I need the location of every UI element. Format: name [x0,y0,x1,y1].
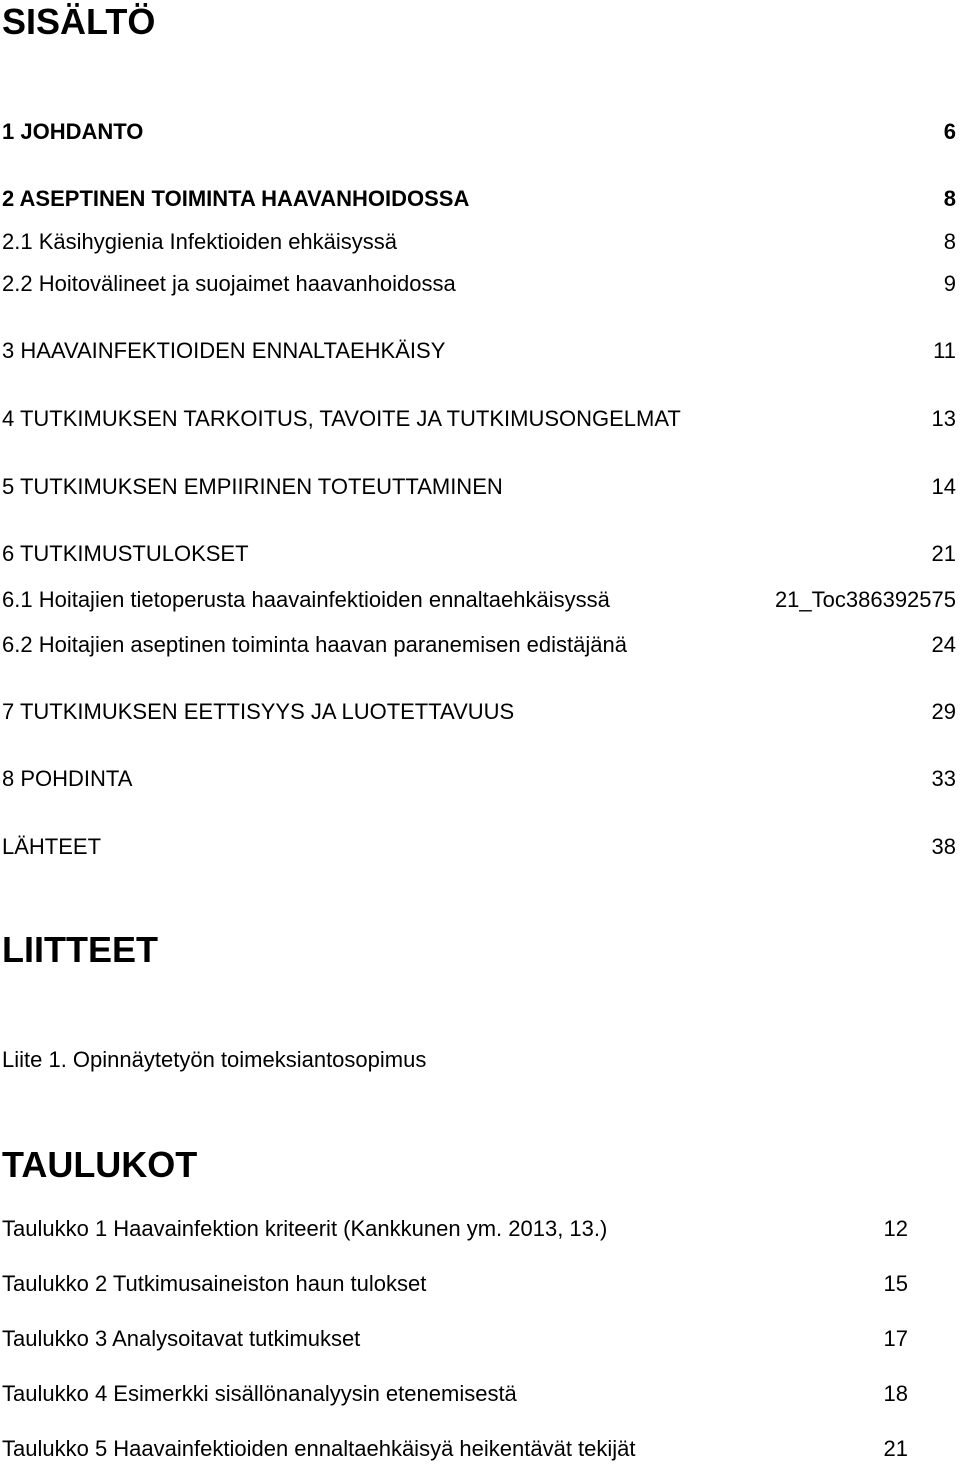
table-entry-title: Taulukko 3 Analysoitavat tutkimukset [2,1326,361,1351]
table-entry-page: 12 [883,1216,908,1241]
toc-entry-page: 21_Toc386392575 [774,587,956,612]
toc-entry-title: 6.2 Hoitajien aseptinen toiminta haavan paranemisen edistäjänä [2,632,627,657]
table-entry[interactable] [2,1381,908,1407]
table-entry-title: Taulukko 5 Haavainfektioiden ennaltaehkäisyä heikentävät tekijät [2,1436,636,1461]
table-entry-page: 17 [883,1326,908,1351]
toc-subentry[interactable] [2,271,956,297]
toc-entry-page: 21 [931,541,956,566]
toc-entry[interactable] [2,406,956,432]
tables-heading: TAULUKOT [2,1144,198,1185]
toc-subentry[interactable] [2,229,956,255]
toc-entry[interactable] [2,766,956,792]
table-entry[interactable] [2,1216,908,1242]
table-entry-title: Taulukko 4 Esimerkki sisällönanalyysin etenemisestä [2,1381,517,1406]
toc-entry-page: 6 [943,119,956,144]
toc-entry-page: 14 [931,474,956,499]
toc-entry-title: 8 POHDINTA [2,766,133,791]
toc-entry-title: 4 TUTKIMUKSEN TARKOITUS, TAVOITE JA TUTKIMUSONGELMAT [2,406,681,431]
toc-entry-title: LÄHTEET [2,834,102,859]
toc-entry-title: 5 TUTKIMUKSEN EMPIIRINEN TOTEUTTAMINEN [2,474,503,499]
toc-entry-page: 38 [931,834,956,859]
table-entry-title: Taulukko 1 Haavainfektion kriteerit (Kankkunen ym. 2013, 13.) [2,1216,608,1241]
table-entry[interactable] [2,1271,908,1297]
toc-entry[interactable] [2,186,956,212]
toc-entry[interactable] [2,834,956,860]
toc-entry-title: 6.1 Hoitajien tietoperusta haavainfektioiden ennaltaehkäisyssä [2,587,610,612]
appendices-heading: LIITTEET [2,929,158,970]
toc-entry-title: 3 HAAVAINFEKTIOIDEN ENNALTAEHKÄISY [2,338,446,363]
toc-entry[interactable] [2,541,956,567]
toc-entry-page: 13 [931,406,956,431]
toc-subentry[interactable] [2,632,956,658]
toc-entry-title: 2.1 Käsihygienia Infektioiden ehkäisyssä [2,229,398,254]
toc-entry-page: 33 [931,766,956,791]
toc-entry-title: 6 TUTKIMUSTULOKSET [2,541,249,566]
toc-entry-page: 9 [943,271,956,296]
table-entry-page: 18 [883,1381,908,1406]
toc-entry[interactable] [2,338,956,364]
toc-entry[interactable] [2,474,956,500]
toc-entry-title: 2 ASEPTINEN TOIMINTA HAAVANHOIDOSSA [2,186,470,211]
toc-entry-title: 1 JOHDANTO [2,119,144,144]
toc-subentry[interactable] [2,587,956,613]
toc-entry[interactable] [2,119,956,145]
toc-heading: SISÄLTÖ [2,1,156,42]
appendix-item[interactable]: Liite 1. Opinnäytetyön toimeksiantosopimus [2,1047,427,1072]
table-entry[interactable] [2,1326,908,1352]
toc-entry-page: 11 [933,338,956,363]
table-entry[interactable] [2,1436,908,1462]
toc-entry-page: 24 [931,632,956,657]
toc-entry[interactable] [2,699,956,725]
table-entry-page: 15 [883,1271,908,1296]
table-entry-title: Taulukko 2 Tutkimusaineiston haun tulokset [2,1271,427,1296]
toc-entry-page: 8 [943,186,956,211]
toc-entry-title: 7 TUTKIMUKSEN EETTISYYS JA LUOTETTAVUUS [2,699,515,724]
toc-entry-page: 29 [931,699,956,724]
table-entry-page: 21 [883,1436,908,1461]
toc-entry-title: 2.2 Hoitovälineet ja suojaimet haavanhoidossa [2,271,456,296]
toc-entry-page: 8 [943,229,956,254]
